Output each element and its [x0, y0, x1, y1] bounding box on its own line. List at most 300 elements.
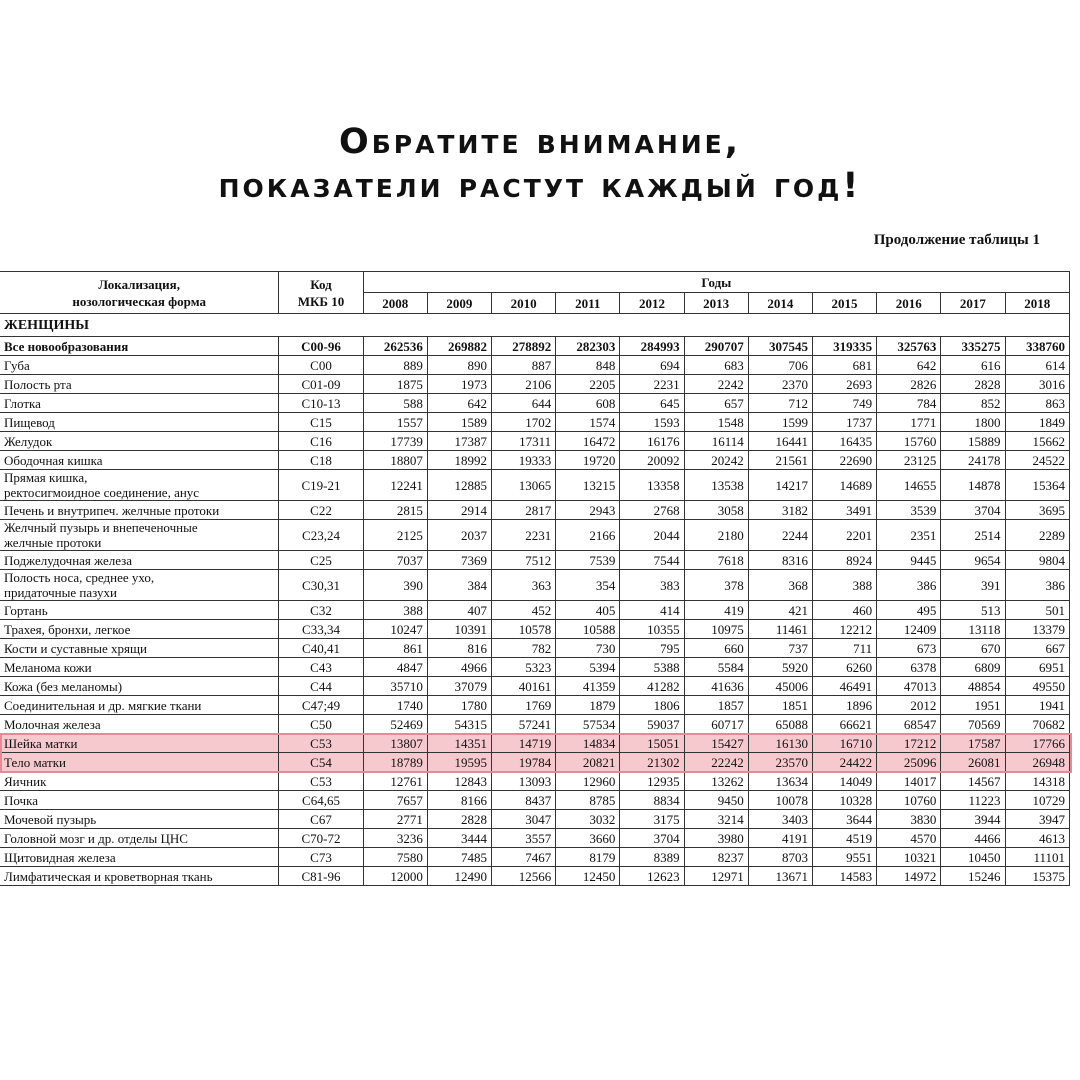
row-value: 13671 [748, 867, 812, 886]
row-code: С44 [279, 677, 363, 696]
year-header: 2012 [620, 293, 684, 314]
row-value: 22690 [812, 451, 876, 470]
row-value: 6378 [877, 658, 941, 677]
row-value: 338760 [1005, 337, 1070, 356]
row-code: С67 [279, 810, 363, 829]
row-code: С23,24 [279, 520, 363, 551]
table-row [0, 451, 1070, 470]
row-value: 15246 [941, 867, 1005, 886]
row-value: 749 [812, 394, 876, 413]
table-row [0, 620, 1070, 639]
year-header: 2018 [1005, 293, 1070, 314]
row-value: 17311 [492, 432, 556, 451]
row-value: 642 [877, 356, 941, 375]
row-value: 14351 [427, 734, 491, 753]
row-value: 1557 [363, 413, 427, 432]
row-value: 2244 [748, 520, 812, 551]
row-code: С40,41 [279, 639, 363, 658]
row-code: С15 [279, 413, 363, 432]
row-value: 9654 [941, 551, 1005, 570]
row-value: 14972 [877, 867, 941, 886]
row-name: Желчный пузырь и внепеченочные желчные протоки [0, 520, 279, 551]
row-value: 15427 [684, 734, 748, 753]
row-value: 2012 [877, 696, 941, 715]
row-value: 1875 [363, 375, 427, 394]
row-value: 15364 [1005, 470, 1070, 501]
row-value: 2514 [941, 520, 1005, 551]
table-row [0, 470, 1070, 501]
row-value: 12935 [620, 772, 684, 791]
table-row [0, 413, 1070, 432]
row-value: 7657 [363, 791, 427, 810]
row-value: 1849 [1005, 413, 1070, 432]
row-value: 12761 [363, 772, 427, 791]
row-value: 16114 [684, 432, 748, 451]
row-value: 694 [620, 356, 684, 375]
row-value: 889 [363, 356, 427, 375]
table-row [0, 734, 1070, 753]
row-value: 24422 [812, 753, 876, 772]
row-value: 19333 [492, 451, 556, 470]
row-value: 14318 [1005, 772, 1070, 791]
row-value: 2693 [812, 375, 876, 394]
row-value: 15760 [877, 432, 941, 451]
row-name: Пищевод [0, 413, 279, 432]
row-value: 3830 [877, 810, 941, 829]
row-value: 8166 [427, 791, 491, 810]
row-value: 35710 [363, 677, 427, 696]
row-value: 501 [1005, 601, 1070, 620]
row-value: 12960 [556, 772, 620, 791]
row-value: 16435 [812, 432, 876, 451]
row-value: 852 [941, 394, 1005, 413]
row-value: 16441 [748, 432, 812, 451]
headline [0, 120, 1080, 208]
row-value: 23125 [877, 451, 941, 470]
row-value: 10760 [877, 791, 941, 810]
row-value: 70569 [941, 715, 1005, 734]
row-value: 848 [556, 356, 620, 375]
row-code: С10-13 [279, 394, 363, 413]
row-value: 8703 [748, 848, 812, 867]
row-value: 7369 [427, 551, 491, 570]
row-value: 12241 [363, 470, 427, 501]
row-value: 1951 [941, 696, 1005, 715]
row-value: 307545 [748, 337, 812, 356]
row-value: 18789 [363, 753, 427, 772]
row-name: Желудок [0, 432, 279, 451]
row-value: 890 [427, 356, 491, 375]
row-name: Полость рта [0, 375, 279, 394]
row-value: 2370 [748, 375, 812, 394]
row-value: 10578 [492, 620, 556, 639]
row-value: 2037 [427, 520, 491, 551]
row-value: 670 [941, 639, 1005, 658]
row-value: 60717 [684, 715, 748, 734]
row-code: С25 [279, 551, 363, 570]
row-value: 3704 [620, 829, 684, 848]
row-value: 4570 [877, 829, 941, 848]
row-value: 6951 [1005, 658, 1070, 677]
row-value: 712 [748, 394, 812, 413]
row-value: 861 [363, 639, 427, 658]
row-value: 17387 [427, 432, 491, 451]
row-value: 17212 [877, 734, 941, 753]
row-value: 20092 [620, 451, 684, 470]
row-value: 363 [492, 570, 556, 601]
row-value: 10391 [427, 620, 491, 639]
row-value: 16130 [748, 734, 812, 753]
row-value: 2815 [363, 501, 427, 520]
row-value: 68547 [877, 715, 941, 734]
row-code: С19-21 [279, 470, 363, 501]
row-value: 14655 [877, 470, 941, 501]
table-row [0, 551, 1070, 570]
row-value: 1857 [684, 696, 748, 715]
row-value: 46491 [812, 677, 876, 696]
row-value: 13065 [492, 470, 556, 501]
row-value: 460 [812, 601, 876, 620]
row-name: Соединительная и др. мягкие ткани [0, 696, 279, 715]
row-value: 4466 [941, 829, 1005, 848]
row-name: Лимфатическая и кроветворная ткань [0, 867, 279, 886]
table-row [0, 337, 1070, 356]
row-value: 16472 [556, 432, 620, 451]
row-value: 22242 [684, 753, 748, 772]
row-value: 3539 [877, 501, 941, 520]
row-value: 26948 [1005, 753, 1070, 772]
row-value: 8179 [556, 848, 620, 867]
row-code: С18 [279, 451, 363, 470]
row-code: С70-72 [279, 829, 363, 848]
row-value: 7467 [492, 848, 556, 867]
row-value: 2231 [492, 520, 556, 551]
row-value: 25096 [877, 753, 941, 772]
row-value: 20242 [684, 451, 748, 470]
row-value: 41636 [684, 677, 748, 696]
row-value: 14049 [812, 772, 876, 791]
header-location: Локализация, нозологическая форма [0, 272, 279, 314]
table-row [0, 848, 1070, 867]
row-value: 262536 [363, 337, 427, 356]
row-value: 26081 [941, 753, 1005, 772]
row-value: 421 [748, 601, 812, 620]
row-value: 683 [684, 356, 748, 375]
row-name: Шейка матки [0, 734, 279, 753]
row-value: 20821 [556, 753, 620, 772]
table-row [0, 639, 1070, 658]
row-name: Гортань [0, 601, 279, 620]
row-value: 10588 [556, 620, 620, 639]
row-value: 335275 [941, 337, 1005, 356]
row-value: 14567 [941, 772, 1005, 791]
row-value: 19784 [492, 753, 556, 772]
row-value: 419 [684, 601, 748, 620]
row-value: 2943 [556, 501, 620, 520]
row-value: 3236 [363, 829, 427, 848]
row-value: 48854 [941, 677, 1005, 696]
row-value: 18992 [427, 451, 491, 470]
row-value: 45006 [748, 677, 812, 696]
row-value: 1702 [492, 413, 556, 432]
row-value: 3980 [684, 829, 748, 848]
row-value: 3704 [941, 501, 1005, 520]
year-header: 2015 [812, 293, 876, 314]
row-code: С22 [279, 501, 363, 520]
row-value: 5920 [748, 658, 812, 677]
row-value: 407 [427, 601, 491, 620]
row-name: Молочная железа [0, 715, 279, 734]
row-value: 8437 [492, 791, 556, 810]
row-value: 14217 [748, 470, 812, 501]
row-value: 10078 [748, 791, 812, 810]
row-value: 5388 [620, 658, 684, 677]
row-value: 737 [748, 639, 812, 658]
table-row [0, 520, 1070, 551]
headline-line-2: показатели растут каждый год! [218, 166, 862, 206]
row-value: 3403 [748, 810, 812, 829]
row-value: 9450 [684, 791, 748, 810]
row-value: 12971 [684, 867, 748, 886]
row-value: 2242 [684, 375, 748, 394]
row-value: 1769 [492, 696, 556, 715]
row-value: 2289 [1005, 520, 1070, 551]
row-value: 388 [363, 601, 427, 620]
row-value: 21302 [620, 753, 684, 772]
row-value: 5584 [684, 658, 748, 677]
table-row [0, 432, 1070, 451]
row-value: 16710 [812, 734, 876, 753]
row-name: Прямая кишка, ректосигмоидное соединение, анус [0, 470, 279, 501]
row-value: 784 [877, 394, 941, 413]
row-value: 57534 [556, 715, 620, 734]
table-row [0, 356, 1070, 375]
row-value: 3947 [1005, 810, 1070, 829]
row-value: 378 [684, 570, 748, 601]
row-value: 14878 [941, 470, 1005, 501]
row-code: С53 [279, 734, 363, 753]
row-value: 10355 [620, 620, 684, 639]
row-value: 2180 [684, 520, 748, 551]
row-value: 12490 [427, 867, 491, 886]
row-value: 3214 [684, 810, 748, 829]
row-value: 8924 [812, 551, 876, 570]
cancer-incidence-table [0, 271, 1070, 886]
row-value: 15889 [941, 432, 1005, 451]
row-value: 3016 [1005, 375, 1070, 394]
row-value: 7512 [492, 551, 556, 570]
row-name: Ободочная кишка [0, 451, 279, 470]
table-row [0, 829, 1070, 848]
row-value: 17587 [941, 734, 1005, 753]
row-value: 644 [492, 394, 556, 413]
row-code: С01-09 [279, 375, 363, 394]
row-value: 17766 [1005, 734, 1070, 753]
row-value: 12409 [877, 620, 941, 639]
row-value: 8316 [748, 551, 812, 570]
row-value: 863 [1005, 394, 1070, 413]
row-value: 2166 [556, 520, 620, 551]
row-value: 284993 [620, 337, 684, 356]
row-value: 2771 [363, 810, 427, 829]
row-value: 588 [363, 394, 427, 413]
row-value: 40161 [492, 677, 556, 696]
row-value: 12843 [427, 772, 491, 791]
table-row [0, 810, 1070, 829]
row-value: 12623 [620, 867, 684, 886]
year-header: 2014 [748, 293, 812, 314]
row-value: 2768 [620, 501, 684, 520]
year-header: 2011 [556, 293, 620, 314]
row-value: 8785 [556, 791, 620, 810]
row-value: 452 [492, 601, 556, 620]
row-value: 1780 [427, 696, 491, 715]
row-value: 2125 [363, 520, 427, 551]
row-value: 12000 [363, 867, 427, 886]
table-row [0, 791, 1070, 810]
row-code: С81-96 [279, 867, 363, 886]
section-row [0, 314, 1070, 337]
row-value: 9804 [1005, 551, 1070, 570]
row-value: 19720 [556, 451, 620, 470]
row-value: 7539 [556, 551, 620, 570]
row-value: 13634 [748, 772, 812, 791]
row-value: 14583 [812, 867, 876, 886]
row-value: 8237 [684, 848, 748, 867]
row-value: 10321 [877, 848, 941, 867]
row-code: С33,34 [279, 620, 363, 639]
row-value: 15375 [1005, 867, 1070, 886]
row-value: 3944 [941, 810, 1005, 829]
row-value: 513 [941, 601, 1005, 620]
row-value: 3182 [748, 501, 812, 520]
row-code: С30,31 [279, 570, 363, 601]
table-row [0, 772, 1070, 791]
row-value: 14017 [877, 772, 941, 791]
row-code: С32 [279, 601, 363, 620]
row-value: 2828 [427, 810, 491, 829]
row-value: 269882 [427, 337, 491, 356]
row-value: 1941 [1005, 696, 1070, 715]
row-value: 368 [748, 570, 812, 601]
row-value: 383 [620, 570, 684, 601]
row-value: 10247 [363, 620, 427, 639]
row-value: 730 [556, 639, 620, 658]
row-value: 13262 [684, 772, 748, 791]
row-value: 3557 [492, 829, 556, 848]
row-value: 1548 [684, 413, 748, 432]
row-value: 41359 [556, 677, 620, 696]
row-value: 12566 [492, 867, 556, 886]
row-value: 3695 [1005, 501, 1070, 520]
row-value: 4519 [812, 829, 876, 848]
table-row [0, 753, 1070, 772]
row-value: 12212 [812, 620, 876, 639]
table-row [0, 601, 1070, 620]
row-value: 660 [684, 639, 748, 658]
row-value: 52469 [363, 715, 427, 734]
row-value: 405 [556, 601, 620, 620]
row-value: 711 [812, 639, 876, 658]
year-header: 2008 [363, 293, 427, 314]
table-row [0, 501, 1070, 520]
row-value: 15051 [620, 734, 684, 753]
row-code: С47;49 [279, 696, 363, 715]
row-value: 4191 [748, 829, 812, 848]
row-value: 616 [941, 356, 1005, 375]
row-name: Мочевой пузырь [0, 810, 279, 829]
row-value: 391 [941, 570, 1005, 601]
row-value: 390 [363, 570, 427, 601]
table-row [0, 677, 1070, 696]
row-value: 1737 [812, 413, 876, 432]
row-value: 2106 [492, 375, 556, 394]
row-value: 2201 [812, 520, 876, 551]
row-value: 66621 [812, 715, 876, 734]
row-value: 13093 [492, 772, 556, 791]
row-value: 13379 [1005, 620, 1070, 639]
row-value: 24522 [1005, 451, 1070, 470]
row-value: 1973 [427, 375, 491, 394]
row-value: 887 [492, 356, 556, 375]
row-value: 3175 [620, 810, 684, 829]
row-value: 5394 [556, 658, 620, 677]
row-value: 608 [556, 394, 620, 413]
row-value: 41282 [620, 677, 684, 696]
row-value: 12450 [556, 867, 620, 886]
row-value: 10729 [1005, 791, 1070, 810]
row-code: С00 [279, 356, 363, 375]
section-women: ЖЕНЩИНЫ [0, 314, 1070, 337]
row-value: 816 [427, 639, 491, 658]
row-value: 1593 [620, 413, 684, 432]
row-value: 2205 [556, 375, 620, 394]
row-value: 11101 [1005, 848, 1070, 867]
row-value: 1800 [941, 413, 1005, 432]
row-value: 3660 [556, 829, 620, 848]
row-value: 388 [812, 570, 876, 601]
row-value: 7485 [427, 848, 491, 867]
row-value: 1574 [556, 413, 620, 432]
year-header: 2009 [427, 293, 491, 314]
row-name: Щитовидная железа [0, 848, 279, 867]
table-row [0, 715, 1070, 734]
row-value: 290707 [684, 337, 748, 356]
row-value: 18807 [363, 451, 427, 470]
row-value: 9551 [812, 848, 876, 867]
row-name: Головной мозг и др. отделы ЦНС [0, 829, 279, 848]
row-value: 14689 [812, 470, 876, 501]
row-value: 3644 [812, 810, 876, 829]
row-value: 414 [620, 601, 684, 620]
row-name: Губа [0, 356, 279, 375]
row-value: 13538 [684, 470, 748, 501]
row-value: 3047 [492, 810, 556, 829]
row-name: Все новообразования [0, 337, 279, 356]
row-value: 6809 [941, 658, 1005, 677]
row-value: 795 [620, 639, 684, 658]
table-row [0, 394, 1070, 413]
row-value: 9445 [877, 551, 941, 570]
row-code: С73 [279, 848, 363, 867]
row-code: С54 [279, 753, 363, 772]
year-header: 2016 [877, 293, 941, 314]
row-code: С64,65 [279, 791, 363, 810]
row-value: 4613 [1005, 829, 1070, 848]
row-value: 614 [1005, 356, 1070, 375]
row-value: 782 [492, 639, 556, 658]
row-value: 657 [684, 394, 748, 413]
